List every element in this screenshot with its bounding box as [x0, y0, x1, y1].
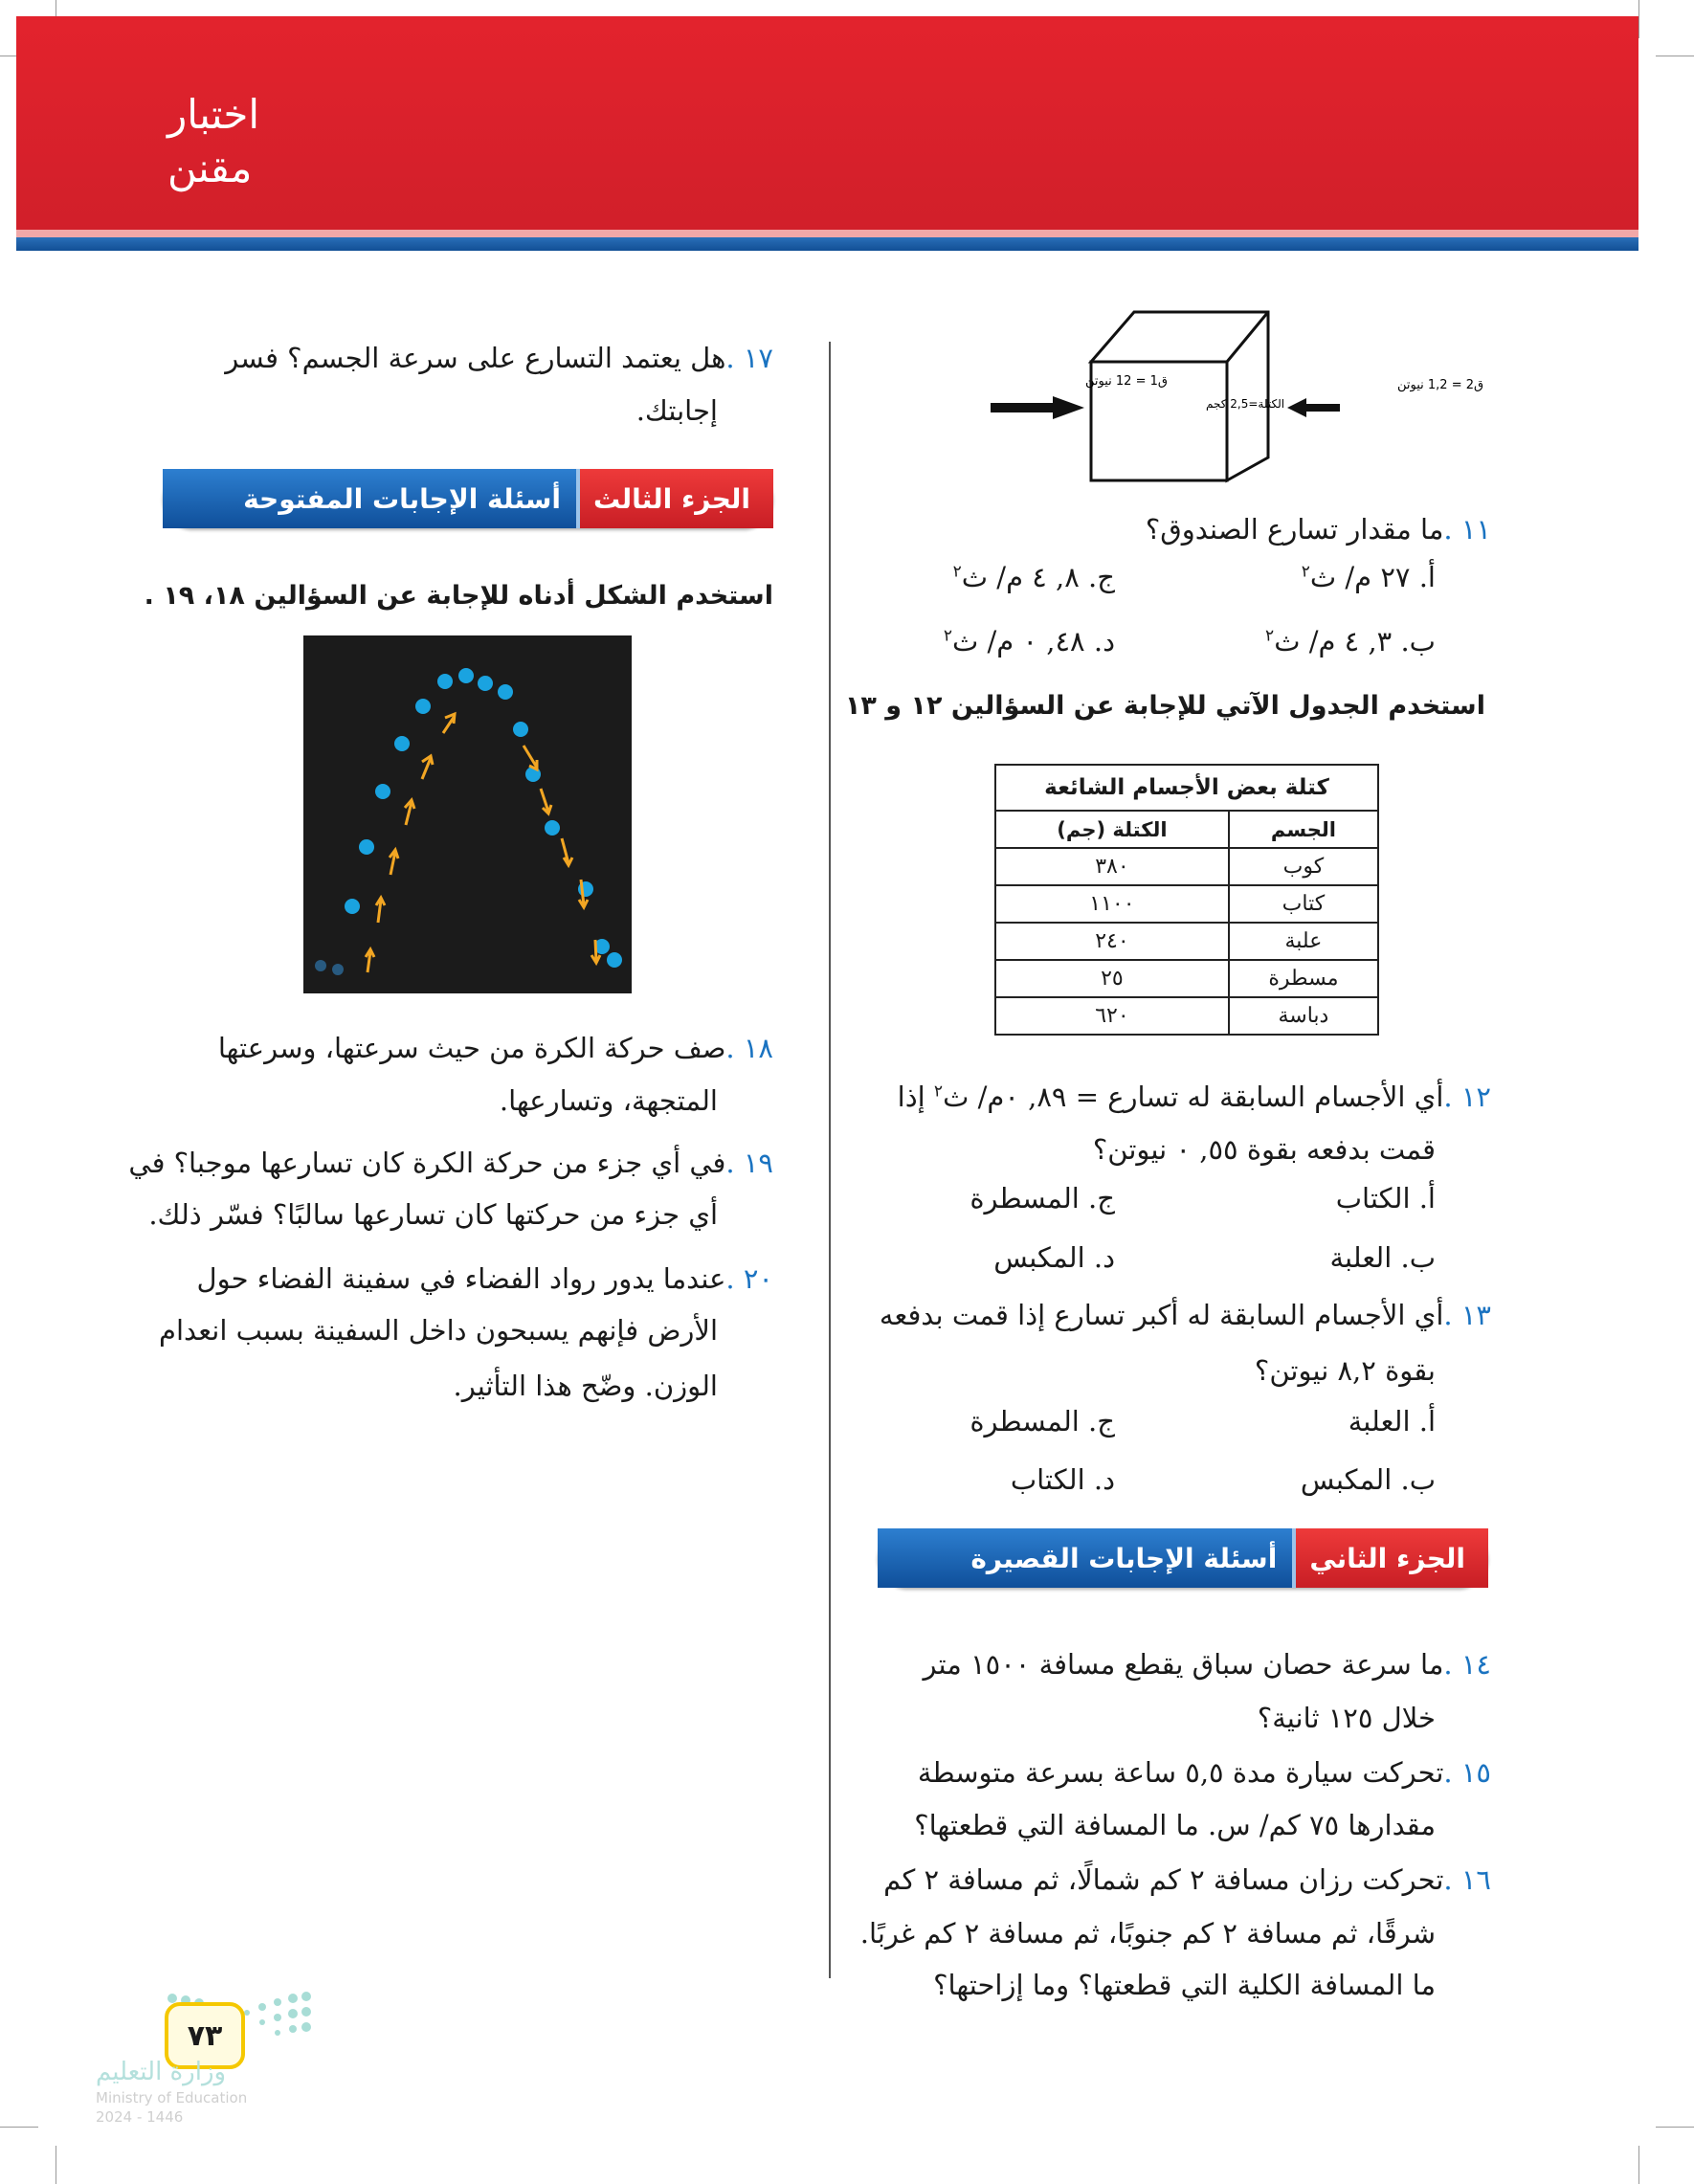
option-d: د. المكبس — [993, 1241, 1115, 1274]
page-number-badge: ٧٣ — [165, 2002, 245, 2069]
ministry-name-ar: وزارة التعليم — [96, 2058, 227, 2086]
option-a: أ. الكتاب — [1335, 1182, 1436, 1215]
question-17: ١٧ .هل يعتمد التسارع على سرعة الجسم؟ فسر — [225, 342, 773, 374]
part-title: أسئلة الإجابات القصيرة — [878, 1528, 1296, 1588]
question-11 — [1146, 510, 1491, 548]
table-row: دباسة ٦٢٠ — [995, 997, 1378, 1035]
table-row: كوب ٣٨٠ — [995, 848, 1378, 885]
table-row: كتاب ١١٠٠ — [995, 885, 1378, 923]
mass-label: الكتلة=2,5 كجم — [1206, 397, 1285, 411]
part-title: أسئلة الإجابات المفتوحة — [163, 469, 580, 528]
title-line: مقنن — [167, 145, 253, 191]
ball-trajectory-photo — [303, 635, 632, 993]
option-a: أ. العلبة — [1348, 1405, 1436, 1437]
question-17-line2: إجابتك. — [635, 394, 718, 427]
force-box-diagram — [976, 304, 1484, 486]
option-c: ج. المسطرة — [970, 1405, 1115, 1437]
table-row: مسطرة ٢٥ — [995, 960, 1378, 997]
header-banner — [16, 16, 1638, 230]
option-c: ج. المسطرة — [970, 1182, 1115, 1215]
question-text: ما مقدار تسارع الصندوق؟ — [1145, 513, 1444, 546]
question-16-line2: شرقًا، ثم مسافة ٢ كم جنوبًا، ثم مسافة ٢ كم غربًا. — [859, 1917, 1436, 1950]
crop-mark — [1656, 2127, 1694, 2128]
table-row: علبة ٢٤٠ — [995, 923, 1378, 960]
option-a: أ. ٢٧ م/ ث$^٢$ — [1301, 561, 1436, 593]
question-19: ١٩ .في أي جزء من حركة الكرة كان تسارعها موجبا؟ في — [128, 1147, 773, 1179]
question-15-line2: مقدارها ٧٥ كم/ س. ما المسافة التي قطعتها؟ — [914, 1809, 1436, 1841]
force2-label: ق2 = 1,2 نيوتن — [1397, 378, 1484, 392]
question-18: ١٨ .صف حركة الكرة من حيث سرعتها، وسرعتها — [217, 1032, 773, 1064]
part-label: الجزء الثاني — [1296, 1528, 1488, 1588]
question-12: ١٢ .أي الأجسام السابقة له تسارع = ٨٩, ٠م/ ث$^٢$ إذا — [897, 1081, 1491, 1113]
question-number: ١١ . — [1443, 513, 1491, 546]
option-b: ب. ٣, ٤ م/ ث$^٢$ — [1265, 625, 1436, 657]
column-divider — [829, 342, 831, 1978]
table-instruction: استخدم الجدول الآتي للإجابة عن السؤالين ١٢ و ١٣ — [844, 691, 1485, 721]
header-stripe — [16, 237, 1638, 251]
column-header: الكتلة (جم) — [995, 811, 1229, 848]
question-20-line3: الوزن. وضّح هذا التأثير. — [453, 1370, 718, 1402]
crop-mark — [1638, 2146, 1639, 2184]
option-b: ب. العلبة — [1329, 1241, 1436, 1274]
header-stripe — [16, 230, 1638, 237]
option-b: ب. المكبس — [1300, 1463, 1436, 1496]
crop-mark — [1638, 0, 1639, 38]
option-d: د. ٤٨, ٠ م/ ث$^٢$ — [943, 625, 1115, 657]
table-title: كتلة بعض الأجسام الشائعة — [995, 765, 1378, 811]
force1-label: ق1 = 12 نيوتن — [1085, 374, 1168, 389]
crop-mark — [0, 2127, 38, 2128]
question-12-line2: قمت بدفعه بقوة ٥٥, ٠ نيوتن؟ — [1092, 1133, 1436, 1166]
part-3-banner — [163, 469, 773, 528]
question-16-line3: ما المسافة الكلية التي قطعتها؟ وما إزاحتها؟ — [933, 1969, 1436, 2001]
ministry-of-education-logo — [96, 2056, 247, 2127]
question-20: ٢٠ .عندما يدور رواد الفضاء في سفينة الفضاء حول — [196, 1262, 773, 1295]
mass-table — [994, 764, 1379, 1036]
page-title — [167, 88, 259, 195]
question-18-line2: المتجهة، وتسارعها. — [499, 1084, 718, 1117]
option-d: د. الكتاب — [1010, 1463, 1115, 1496]
arrow-right-icon — [991, 396, 1084, 419]
question-13-line2: بقوة ٨,٢ نيوتن؟ — [1254, 1354, 1436, 1387]
title-line: اختبار — [167, 91, 260, 138]
question-20-line2: الأرض فإنهم يسبحون داخل السفينة بسبب انعدام — [159, 1314, 718, 1347]
part-2-banner — [878, 1528, 1488, 1588]
question-16: ١٦ .تحركت رزان مسافة ٢ كم شمالًا، ثم مسافة ٢ كم — [883, 1863, 1491, 1896]
question-14-line2: خلال ١٢٥ ثانية؟ — [1257, 1702, 1436, 1734]
column-header: الجسم — [1229, 811, 1378, 848]
ministry-name-en: Ministry of Education — [96, 2089, 248, 2106]
arrow-left-icon — [1287, 398, 1340, 417]
part-label: الجزء الثالث — [580, 469, 773, 528]
question-14: ١٤ .ما سرعة حصان سباق يقطع مسافة ١٥٠٠ متر — [923, 1648, 1491, 1681]
figure-instruction: استخدم الشكل أدناه للإجابة عن السؤالين ١٨، ١٩ . — [144, 581, 773, 611]
option-c: ج. ٨, ٤ م/ ث$^٢$ — [952, 561, 1115, 593]
question-15: ١٥ .تحركت سيارة مدة ٥,٥ ساعة بسرعة متوسطة — [917, 1756, 1491, 1789]
question-19-line2: أي جزء من حركتها كان تسارعها سالبًا؟ فسّر ذلك. — [148, 1198, 718, 1231]
question-13: ١٣ .أي الأجسام السابقة له أكبر تسارع إذا قمت بدفعه — [879, 1299, 1491, 1331]
year-label: 2024 - 1446 — [96, 2108, 184, 2126]
